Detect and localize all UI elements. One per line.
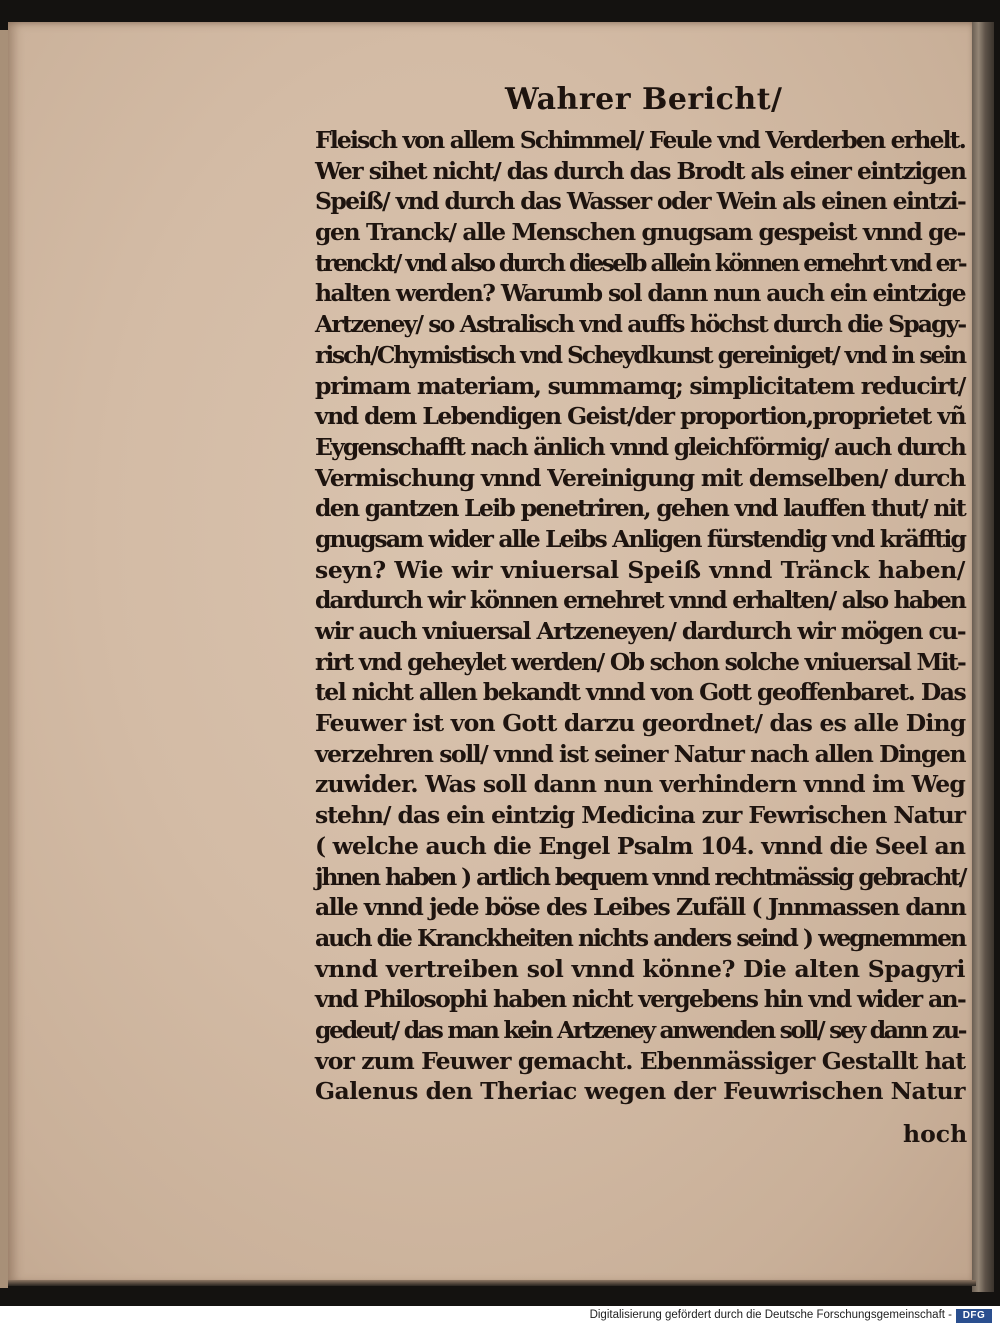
- text-line: Eygenschafft nach änlich vnnd gleichförmig/ auch durch: [315, 432, 965, 461]
- text-line: risch/Chymistisch vnd Scheydkunst gereiniget/ vnd in sein: [315, 340, 965, 369]
- text-line: jhnen haben ) artlich bequem vnnd rechtmässig gebracht/: [315, 862, 966, 891]
- text-line: Feuwer ist von Gott darzu geordnet/ das es alle Ding: [315, 709, 966, 738]
- text-line: vnnd vertreiben sol vnnd könne? Die alten Spagyri: [315, 954, 965, 983]
- text-line: Speiß/ vnd durch das Wasser oder Wein als einen eintzi-: [315, 187, 966, 216]
- text-line: wir auch vniuersal Artzeneyen/ dardurch wir mögen cu-: [315, 617, 965, 645]
- text-line: gedeut/ das man kein Artzeney anwenden soll/ sey dann zu-: [315, 1015, 966, 1044]
- funding-notice: Digitalisierung gefördert durch die Deutsche Forschungsgemeinschaft -: [589, 1309, 952, 1321]
- text-line: alle vnnd jede böse des Leibes Zufäll ( Jnnmassen dann: [315, 893, 966, 922]
- text-line: Artzeney/ so Astralisch vnd auffs höchst durch die Spagy-: [315, 310, 966, 339]
- dfg-logo[interactable]: DFG: [956, 1309, 992, 1323]
- text-line: gen Tranck/ alle Menschen gnugsam gespeist vnnd ge-: [315, 218, 965, 247]
- text-line: gnugsam wider alle Leibs Anligen fürstendig vnd kräfftig: [315, 524, 965, 553]
- text-line: stehn/ das ein eintzig Medicina zur Fewrischen Natur: [315, 801, 965, 830]
- text-line: Galenus den Theriac wegen der Feuwrischen Natur: [315, 1077, 965, 1106]
- text-line: seyn? Wie wir vniuersal Speiß vnnd Tränck haben/: [315, 555, 965, 584]
- text-line: Fleisch von allem Schimmel/ Feule vnd Verderben erhelt.: [315, 126, 965, 154]
- text-line: zuwider. Was soll dann nun verhindern vnnd im Weg: [315, 770, 965, 799]
- text-line: trenckt/ vnd also durch dieselb allein können ernehrt vnd er-: [315, 248, 966, 277]
- text-line: Wer sihet nicht/ das durch das Brodt als einer eintzigen: [315, 156, 966, 185]
- text-line: vnd Philosophi haben nicht vergebens hin vnd wider an-: [315, 985, 966, 1014]
- page-bottom-shadow: [8, 1280, 976, 1286]
- text-line: Vermischung vnnd Vereinigung mit demselben/ durch: [315, 463, 965, 492]
- body-text: [315, 125, 965, 1107]
- text-line: dardurch wir können ernehret vnnd erhalten/ also haben: [315, 586, 965, 615]
- catchword: hoch: [903, 1120, 968, 1148]
- footer-bar: [0, 1306, 1000, 1326]
- running-head: Wahrer Bericht/: [505, 82, 783, 117]
- text-line: rirt vnd geheylet werden/ Ob schon solche vniuersal Mit-: [315, 647, 965, 676]
- page-left-edge: [0, 30, 8, 1288]
- text-line: primam materiam, summamq; simplicitatem reducirt/: [315, 371, 965, 400]
- text-line: verzehren soll/ vnnd ist seiner Natur nach allen Dingen: [315, 739, 966, 768]
- text-line: ( welche auch die Engel Psalm 104. vnnd die Seel an: [315, 831, 966, 860]
- text-line: tel nicht allen bekandt vnnd von Gott geoffenbaret. Das: [315, 678, 966, 707]
- text-line: vor zum Feuwer gemacht. Ebenmässiger Gestallt hat: [315, 1046, 966, 1075]
- page-right-edge: [972, 22, 994, 1292]
- text-line: vnd dem Lebendigen Geist/der proportion,proprietet vñ: [315, 402, 965, 431]
- text-line: halten werden? Warumb sol dann nun auch ein eintzige: [315, 279, 965, 308]
- text-line: auch die Kranckheiten nichts anders seind ) wegnemmen: [315, 923, 965, 952]
- text-line: den gantzen Leib penetriren, gehen vnd lauffen thut/ nit: [315, 494, 966, 523]
